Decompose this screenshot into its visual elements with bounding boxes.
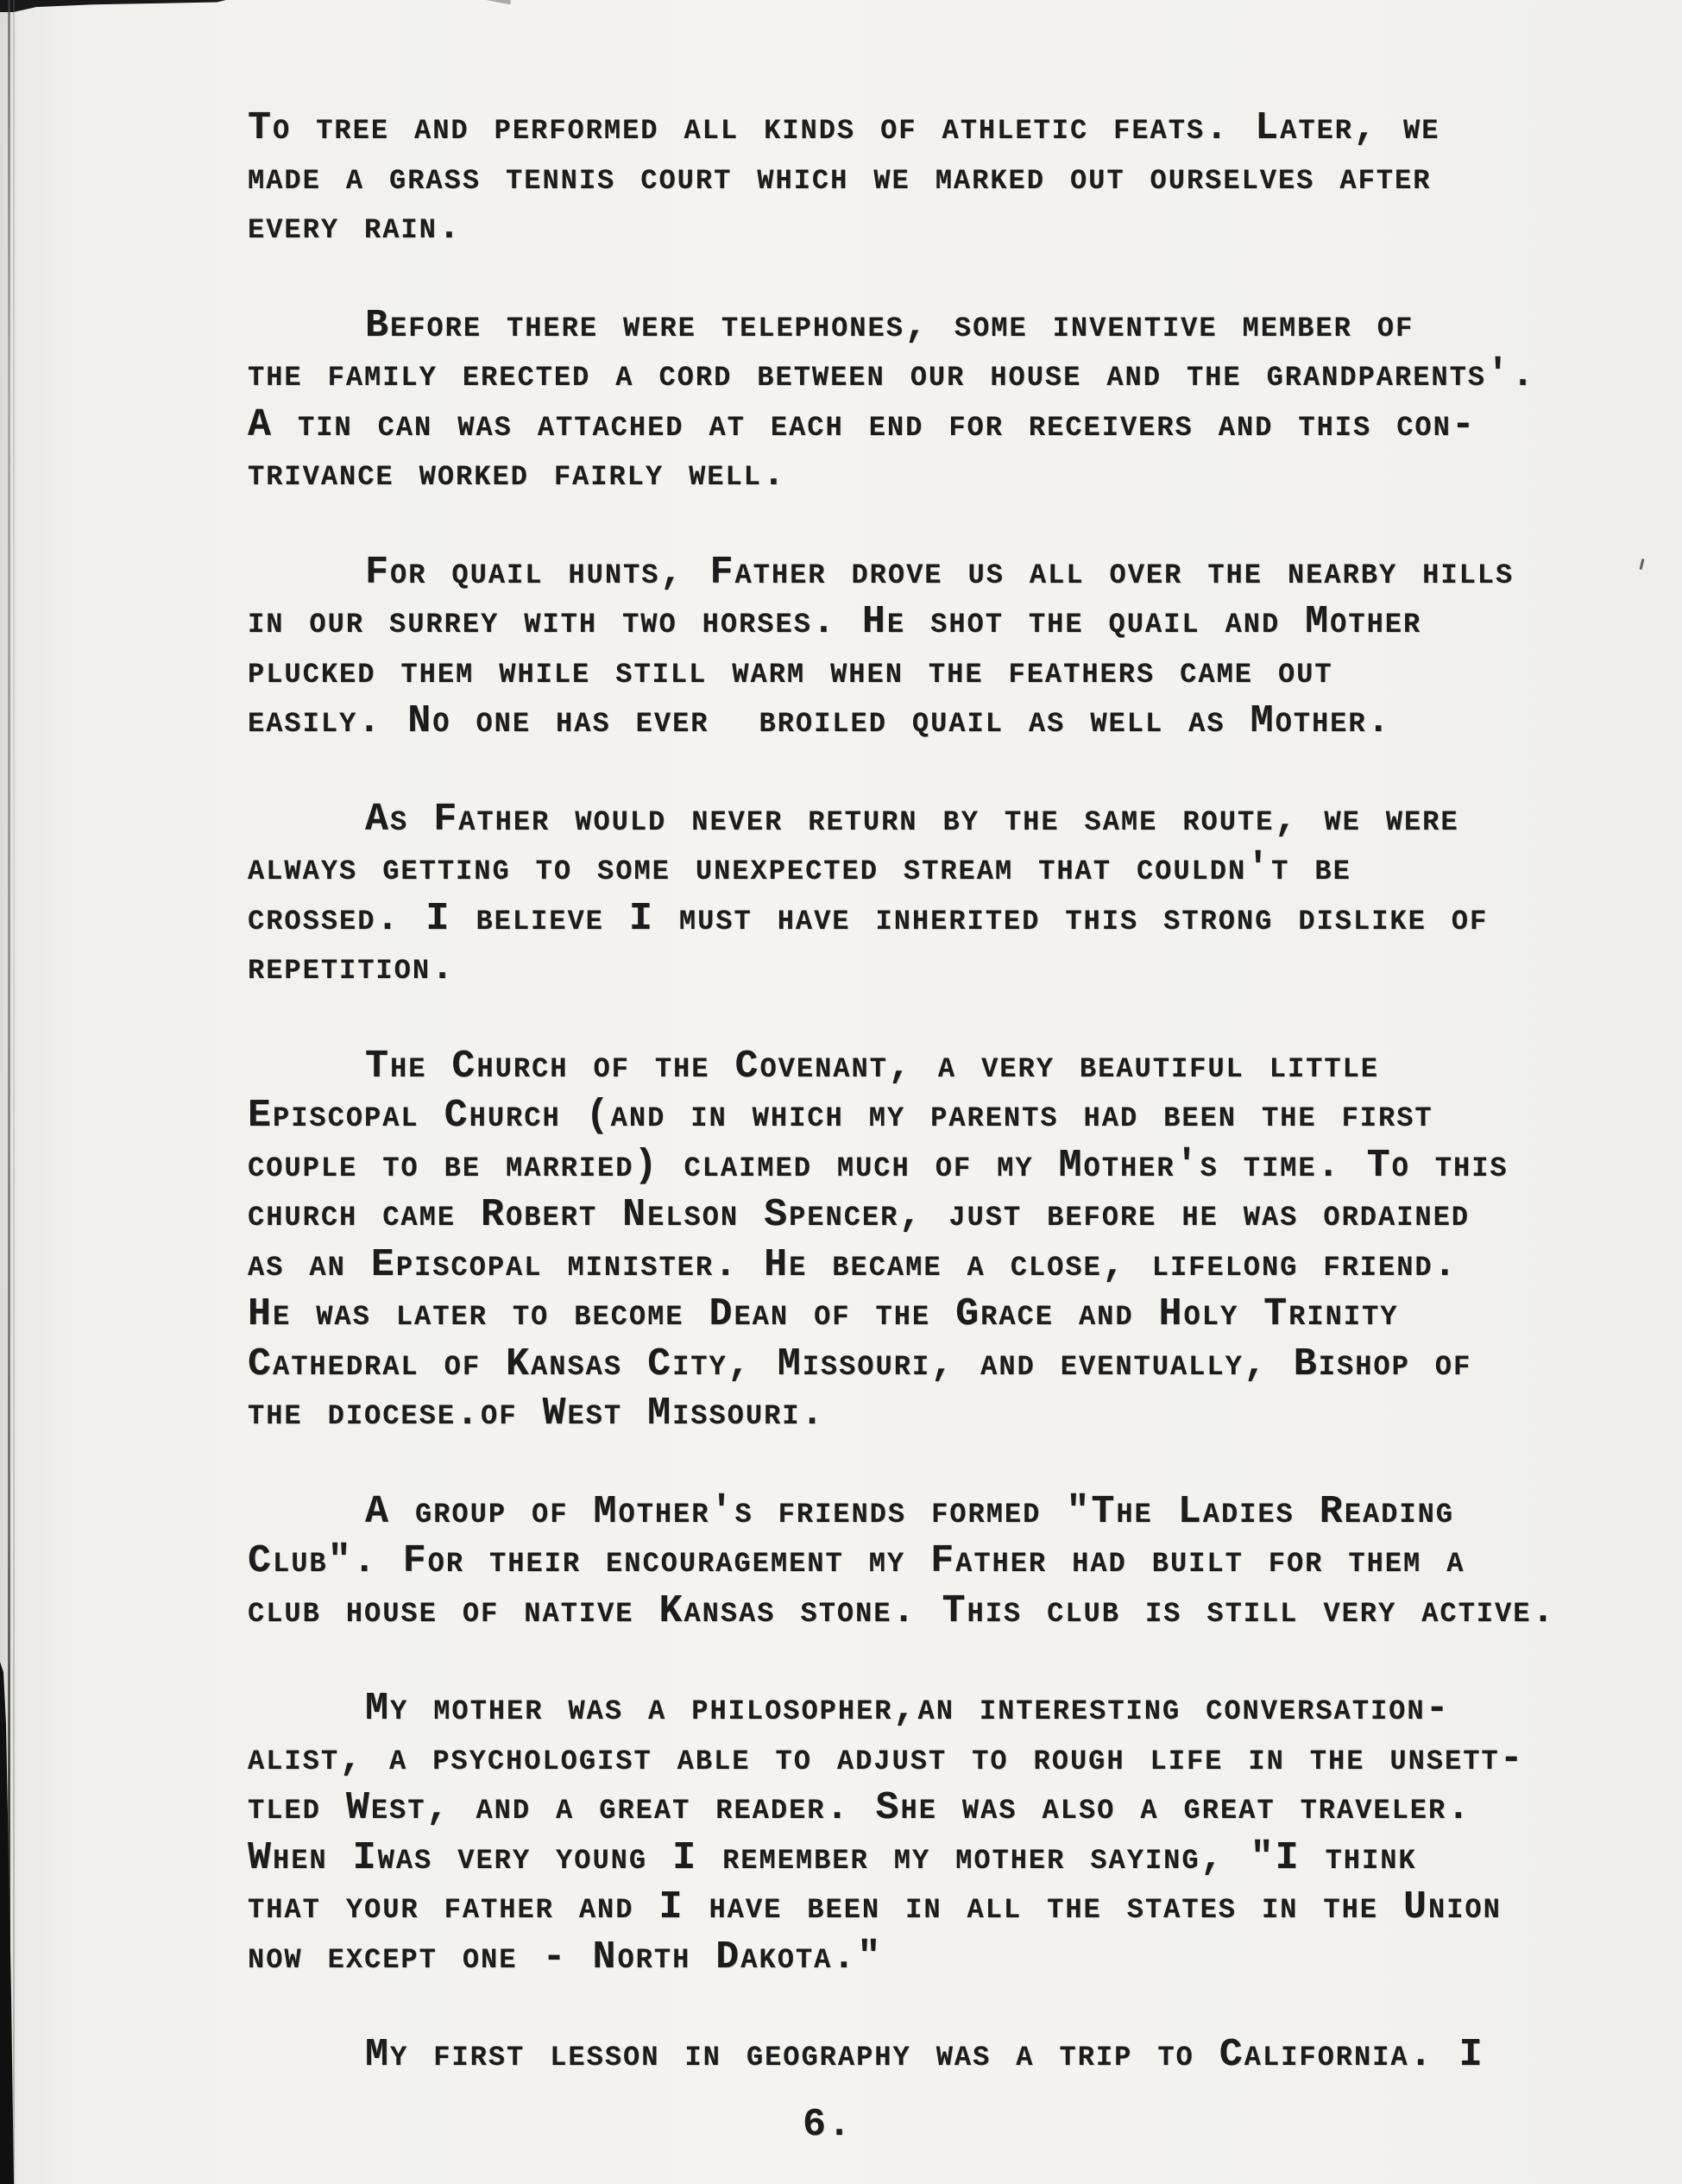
- text-line: My mother was a philosopher,an interesting conversation-: [365, 1687, 1451, 1731]
- spine-shadow-line-faint: [13, 0, 15, 2184]
- text-line: couple to be married) claimed much of my Mother's time. To this: [248, 1143, 1509, 1188]
- text-line: in our surrey with two horses. He shot the quail and Mother: [248, 600, 1422, 644]
- text-line: always getting to some unexpected stream that couldn't be: [248, 847, 1351, 891]
- text-line: trivance worked fairly well.: [248, 452, 787, 496]
- text-line: the family erected a cord between our house and the grandparents'.: [248, 353, 1537, 397]
- text-line: easily. No one has ever broiled quail as well as Mother.: [248, 699, 1392, 743]
- text-line: To tree and performed all kinds of athletic feats. Later, we: [248, 106, 1440, 150]
- paragraph: [248, 104, 1654, 253]
- paragraph: [248, 301, 1654, 500]
- page-text: [248, 104, 1654, 2080]
- paragraph: [248, 2030, 1654, 2080]
- paragraph: [248, 1487, 1654, 1637]
- page-number: 6.: [803, 2103, 854, 2147]
- text-line: When Iwas very young I remember my mother saying, "I think: [248, 1835, 1417, 1880]
- text-line: Club". For their encouragement my Father had built for them a: [248, 1539, 1465, 1583]
- text-line: the diocese.of West Missouri.: [248, 1392, 826, 1436]
- text-line: The Church of the Covenant, a very beautiful little: [365, 1044, 1379, 1089]
- text-line: repetition.: [248, 946, 457, 990]
- scan-edge-mark-top: [0, 0, 226, 12]
- paragraph: [248, 1684, 1654, 1982]
- text-line: that your father and I have been in all the states in the Union: [248, 1885, 1502, 1929]
- text-line: Episcopal Church (and in which my parents had been the first: [248, 1094, 1433, 1138]
- text-line: Before there were telephones, some inventive member of: [365, 303, 1414, 348]
- text-line: Cathedral of Kansas City, Missouri, and eventually, Bishop of: [248, 1341, 1472, 1386]
- text-line: alist, a psychologist able to adjust to rough life in the unsett-: [248, 1736, 1525, 1781]
- text-line: plucked them while still warm when the feathers came out: [248, 649, 1333, 694]
- text-line: A tin can was attached at each end for receivers and this con-: [248, 402, 1477, 447]
- text-line: He was later to become Dean of the Grace and Holy Trinity: [248, 1292, 1399, 1336]
- paragraph: [248, 1042, 1654, 1439]
- text-line: As Father would never return by the same route, we were: [365, 797, 1459, 842]
- text-line: as an Episcopal minister. He became a close, lifelong friend.: [248, 1242, 1458, 1287]
- text-line: crossed. I believe I must have inherited this strong dislike of: [248, 896, 1489, 941]
- text-line: church came Robert Nelson Spencer, just before he was ordained: [248, 1193, 1471, 1237]
- text-line: A group of Mother's friends formed "The Ladies Reading: [365, 1489, 1454, 1534]
- paragraph: [248, 548, 1654, 747]
- text-line: club house of native Kansas stone. This club is still very active.: [248, 1588, 1557, 1633]
- scan-top-tick-mark: [480, 0, 511, 4]
- text-line: tled West, and a great reader. She was also a great traveler.: [248, 1786, 1472, 1830]
- paragraph: [248, 795, 1654, 994]
- text-line: every rain.: [248, 205, 463, 249]
- text-line: now except one - North Dakota.": [248, 1935, 883, 1979]
- text-line: My first lesson in geography was a trip to California. I: [365, 2033, 1484, 2077]
- text-line: made a grass tennis court which we marked out ourselves after: [248, 155, 1432, 200]
- text-line: For quail hunts, Father drove us all over the nearby hills: [365, 550, 1515, 595]
